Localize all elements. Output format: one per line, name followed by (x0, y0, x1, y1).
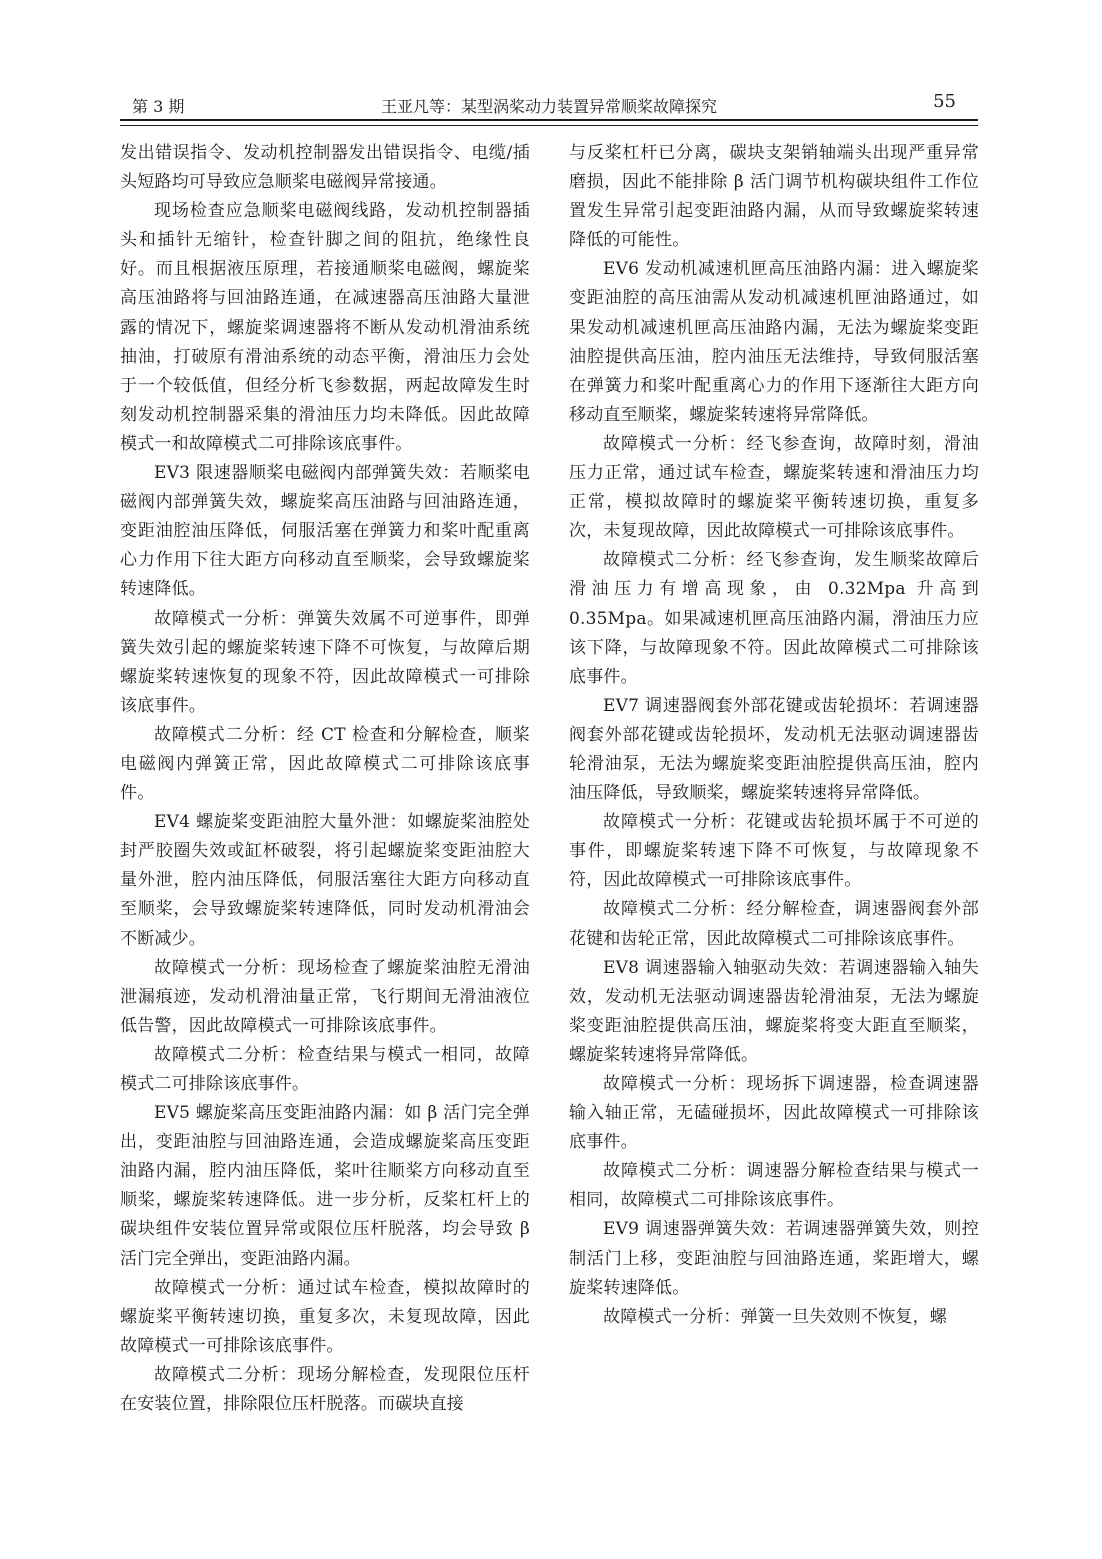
paragraph: EV6 发动机减速机匣高压油路内漏：进入螺旋桨变距油腔的高压油需从发动机减速机匣油路通过，如果发动机减速机匣高压油路内漏，无法为螺旋桨变距油腔提供高压油，腔内油压无法维持，导致伺服活塞在弹簧力和桨叶配重离心力的作用下逐渐往大距方向移动直至顺桨，螺旋桨转速将异常降低。 (569, 259, 979, 425)
paragraph: EV3 限速器顺桨电磁阀内部弹簧失效：若顺桨电磁阀内部弹簧失效，螺旋桨高压油路与回油路连通，变距油腔油压降低，伺服活塞在弹簧力和桨叶配重离心力作用下往大距方向移动直至顺桨，会导致螺旋桨转速降低。 (120, 463, 530, 600)
paragraph: 故障模式二分析：现场分解检查，发现限位压杆在安装位置，排除限位压杆脱落。而碳块直接 (120, 1364, 530, 1415)
paragraph: 故障模式二分析：调速器分解检查结果与模式一相同，故障模式二可排除该底事件。 (569, 1161, 979, 1211)
right-column (569, 139, 979, 1332)
paragraph: 故障模式一分析：通过试车检查，模拟故障时的螺旋桨平衡转速切换，重复多次，未复现故障，因此故障模式一可排除该底事件。 (120, 1277, 530, 1356)
paragraph: 故障模式一分析：弹簧失效属不可逆事件，即弹簧失效引起的螺旋桨转速下降不可恢复，与故障后期螺旋桨转速恢复的现象不符，因此故障模式一可排除该底事件。 (120, 608, 530, 716)
header-rule-thin (120, 125, 978, 126)
paragraph: 故障模式一分析：现场拆下调速器，检查调速器输入轴正常，无磕碰损坏，因此故障模式一可排除该底事件。 (569, 1074, 979, 1153)
paragraph: 故障模式二分析：检查结果与模式一相同，故障模式二可排除该底事件。 (120, 1044, 530, 1094)
paragraph: 故障模式二分析：经分解检查，调速器阀套外部花键和齿轮正常，因此故障模式二可排除该底事件。 (569, 899, 979, 949)
running-title: 王亚凡等：某型涡桨动力装置异常顺桨故障探究 (380, 97, 717, 116)
paragraph: EV9 调速器弹簧失效：若调速器弹簧失效，则控制活门上移，变距油腔与回油路连通，桨距增大，螺旋桨转速降低。 (569, 1219, 979, 1298)
paragraph: EV8 调速器输入轴驱动失效：若调速器输入轴失效，发动机无法驱动调速器齿轮滑油泵，无法为螺旋桨变距油腔提供高压油，螺旋桨将变大距直至顺桨，螺旋桨转速将异常降低。 (569, 957, 979, 1065)
paragraph: EV4 螺旋桨变距油腔大量外泄：如螺旋桨油腔处封严胶圈失效或缸杯破裂，将引起螺旋桨变距油腔大量外泄，腔内油压降低，伺服活塞往大距方向移动直至顺桨，会导致螺旋桨转速降低，同时发动机滑油会不断减少。 (120, 812, 530, 949)
paragraph: 故障模式二分析：经 CT 检查和分解检查，顺桨电磁阀内弹簧正常，因此故障模式二可排除该底事件。 (120, 724, 530, 804)
paragraph: 发出错误指令、发动机控制器发出错误指令、电缆/插头短路均可导致应急顺桨电磁阀异常接通。 (120, 143, 530, 193)
paragraph: EV5 螺旋桨高压变距油路内漏：如 β 活门完全弹出，变距油腔与回油路连通，会造成螺旋桨高压变距油路内漏，腔内油压降低，桨叶往顺桨方向移动直至顺桨，螺旋桨转速降低。进一步分析，反桨杠杆上的碳块组件安装位置异常或限位压杆脱落，均会导致 β 活门完全弹出，变距油路内漏。 (120, 1103, 530, 1269)
issue-number: 第 3 期 (132, 97, 185, 116)
running-header (120, 86, 978, 120)
paragraph: 故障模式一分析：现场检查了螺旋桨油腔无滑油泄漏痕迹，发动机滑油量正常，飞行期间无滑油液位低告警，因此故障模式一可排除该底事件。 (120, 957, 530, 1036)
paragraph: EV7 调速器阀套外部花键或齿轮损坏：若调速器阀套外部花键或齿轮损坏，发动机无法驱动调速器齿轮滑油泵，无法为螺旋桨变距油腔提供高压油，腔内油压降低，导致顺桨，螺旋桨转速将异常降低。 (569, 695, 979, 804)
paragraph: 现场检查应急顺桨电磁阀线路，发动机控制器插头和插针无缩针，检查针脚之间的阻抗，绝缘性良好。而且根据液压原理，若接通顺桨电磁阀，螺旋桨高压油路将与回油路连通，在减速器高压油路大量泄露的情况下，螺旋桨调速器将不断从发动机滑油系统抽油，打破原有滑油系统的动态平衡，滑油压力会处于一个较低值，但经分析飞参数据，两起故障发生时刻发动机控制器采集的滑油压力均未降低。因此故障模式一和故障模式二可排除该底事件。 (120, 201, 530, 454)
paragraph: 故障模式一分析：经飞参查询，故障时刻，滑油压力正常，通过试车检查，螺旋桨转速和滑油压力均正常，模拟故障时的螺旋桨平衡转速切换，重复多次，未复现故障，因此故障模式一可排除该底事件。 (569, 433, 979, 542)
paragraph: 与反桨杠杆已分离，碳块支架销轴端头出现严重异常磨损，因此不能排除 β 活门调节机构碳块组件工作位置发生异常引起变距油路内漏，从而导致螺旋桨转速降低的可能性。 (569, 143, 979, 251)
paragraph: 故障模式二分析：经飞参查询，发生顺桨故障后滑油压力有增高现象，由 0.32Mpa 升高到 0.35Mpa。如果减速机匣高压油路内漏，滑油压力应该下降，与故障现象不符。因此故障模式二可排除该底事件。 (569, 550, 979, 687)
header-rule-thick (120, 119, 978, 121)
left-column (120, 139, 530, 1419)
page-number: 55 (933, 91, 956, 112)
paragraph: 故障模式一分析：花键或齿轮损坏属于不可逆的事件，即螺旋桨转速下降不可恢复，与故障现象不符，因此故障模式一可排除该底事件。 (569, 812, 979, 891)
paragraph: 故障模式一分析：弹簧一旦失效则不恢复，螺 (603, 1306, 947, 1327)
